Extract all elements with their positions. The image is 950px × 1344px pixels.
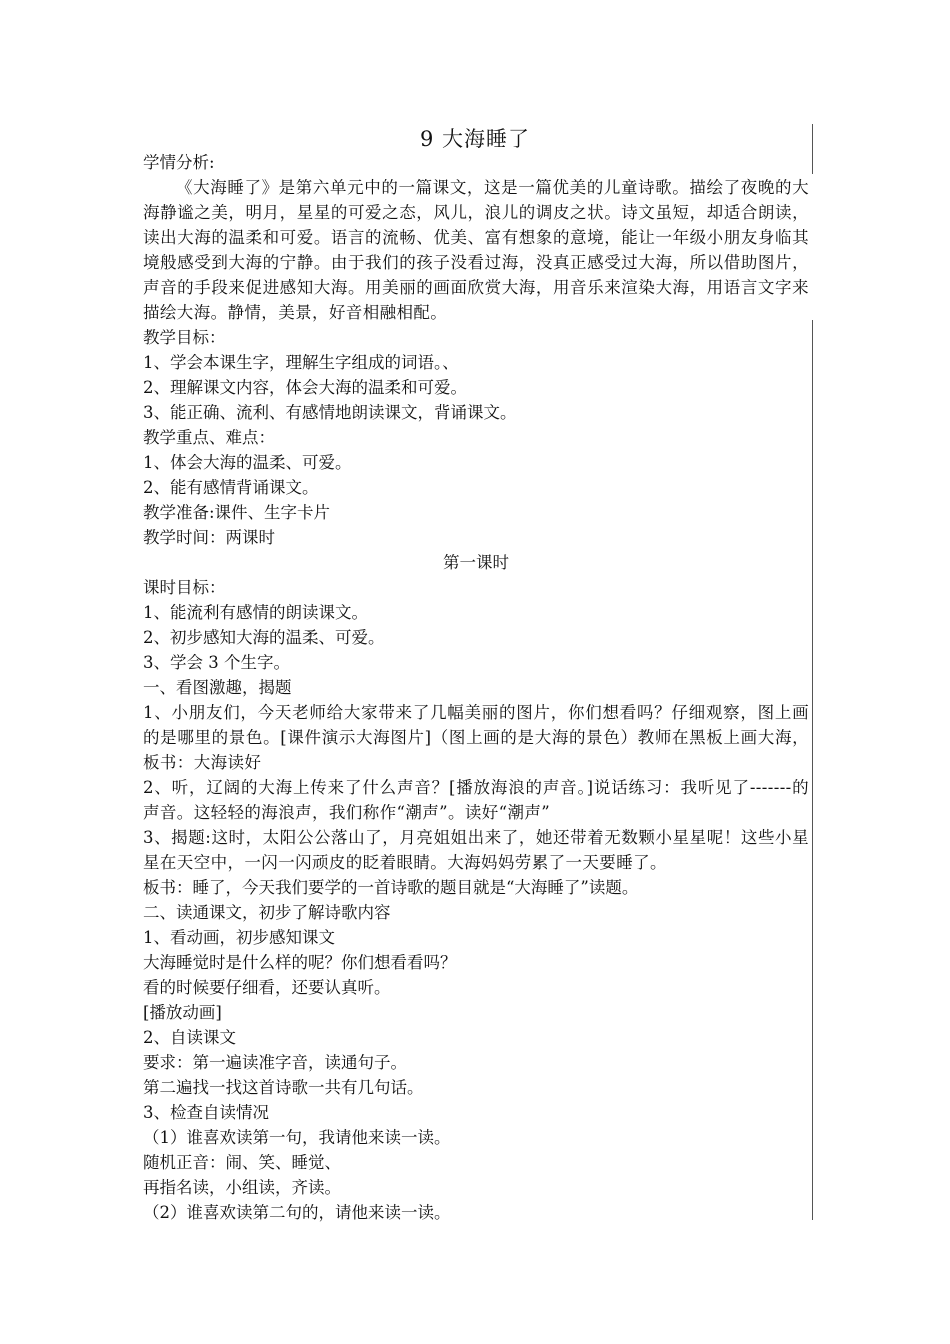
- key-point-item: 2、能有感情背诵课文。: [143, 478, 319, 497]
- section2-line: 1、看动画，初步感知课文: [143, 928, 335, 947]
- section2-line: 2、自读课文: [143, 1028, 236, 1047]
- analysis-paragraph: 《大海睡了》是第六单元中的一篇课文，这是一篇优美的儿童诗歌。描绘了夜晚的大海静谧之美，明月，星星的可爱之态，风儿，浪儿的调皮之状。诗文虽短，却适合朗读，读出大海的温柔和可爱。语言的流畅、优美、富有想象的意境，能让一年级小朋友身临其境般感受到大海的宁静。由于我们的孩子没看过海，没真正感受过大海，所以借助图片，声音的手段来促进感知大海。用美丽的画面欣赏大海，用音乐来渲染大海，用语言文字来描绘大海。静情，美景，好音相融相配。: [143, 178, 809, 322]
- key-points-heading: 教学重点、难点：: [143, 428, 275, 447]
- time-line: 教学时间：两课时: [143, 528, 275, 547]
- key-point-item: 1、体会大海的温柔、可爱。: [143, 453, 352, 472]
- section2-line: 第二遍找一找这首诗歌一共有几句话。: [143, 1078, 424, 1097]
- section2-line: 3、检查自读情况: [143, 1103, 269, 1122]
- document-body: [143, 150, 809, 1225]
- section1-step: 2、听，辽阔的大海上传来了什么声音？[播放海浪的声音。]说话练习：我听见了-------的声音。这轻轻的海浪声，我们称作“潮声”。读好“潮声”: [143, 778, 809, 822]
- section2-line: 随机正音：闹、笑、睡觉、: [143, 1153, 341, 1172]
- goal-item: 2、理解课文内容，体会大海的温柔和可爱。: [143, 378, 467, 397]
- margin-line: [812, 320, 813, 1220]
- section2-line: （2）谁喜欢读第二句的，请他来读一读。: [143, 1203, 451, 1222]
- lesson1-goal-item: 1、能流利有感情的朗读课文。: [143, 603, 368, 622]
- lesson1-goals-heading: 课时目标：: [143, 578, 226, 597]
- goal-item: 1、学会本课生字，理解生字组成的词语。、: [143, 353, 459, 372]
- section2-line: 再指名读，小组读，齐读。: [143, 1178, 341, 1197]
- lesson1-heading: 第一课时: [443, 553, 509, 572]
- lesson1-goal-item: 2、初步感知大海的温柔、可爱。: [143, 628, 385, 647]
- section1-heading: 一、看图激趣，揭题: [143, 678, 292, 697]
- section2-line: 大海睡觉时是什么样的呢？你们想看看吗？: [143, 953, 457, 972]
- section1-step: 3、揭题:这时，太阳公公落山了，月亮姐姐出来了，她还带着无数颗小星星呢！这些小星星在天空中，一闪一闪顽皮的眨着眼睛。大海妈妈劳累了一天要睡了。: [143, 828, 809, 872]
- section2-heading: 二、读通课文，初步了解诗歌内容: [143, 903, 391, 922]
- section2-line: （1）谁喜欢读第一句，我请他来读一读。: [143, 1128, 451, 1147]
- goals-heading: 教学目标：: [143, 328, 226, 347]
- section2-line: 看的时候要仔细看，还要认真听。: [143, 978, 391, 997]
- goal-item: 3、能正确、流利、有感情地朗读课文，背诵课文。: [143, 403, 517, 422]
- section2-line: 要求：第一遍读准字音，读通句子。: [143, 1053, 407, 1072]
- section1-blackboard: 板书：睡了，今天我们要学的一首诗歌的题目就是“大海睡了”读题。: [143, 878, 639, 897]
- section2-line: [播放动画]: [143, 1003, 222, 1022]
- lesson1-goal-item: 3、学会 3 个生字。: [143, 653, 290, 672]
- section1-step: 1、小朋友们，今天老师给大家带来了几幅美丽的图片，你们想看吗？仔细观察，图上画的是哪里的景色。[课件演示大海图片]（图上画的是大海的景色）教师在黑板上画大海，板书：大海读好: [143, 703, 809, 772]
- lesson-title: 9 大海睡了: [419, 127, 531, 151]
- analysis-heading: 学情分析:: [143, 153, 215, 172]
- preparation-line: 教学准备:课件、生字卡片: [143, 503, 331, 522]
